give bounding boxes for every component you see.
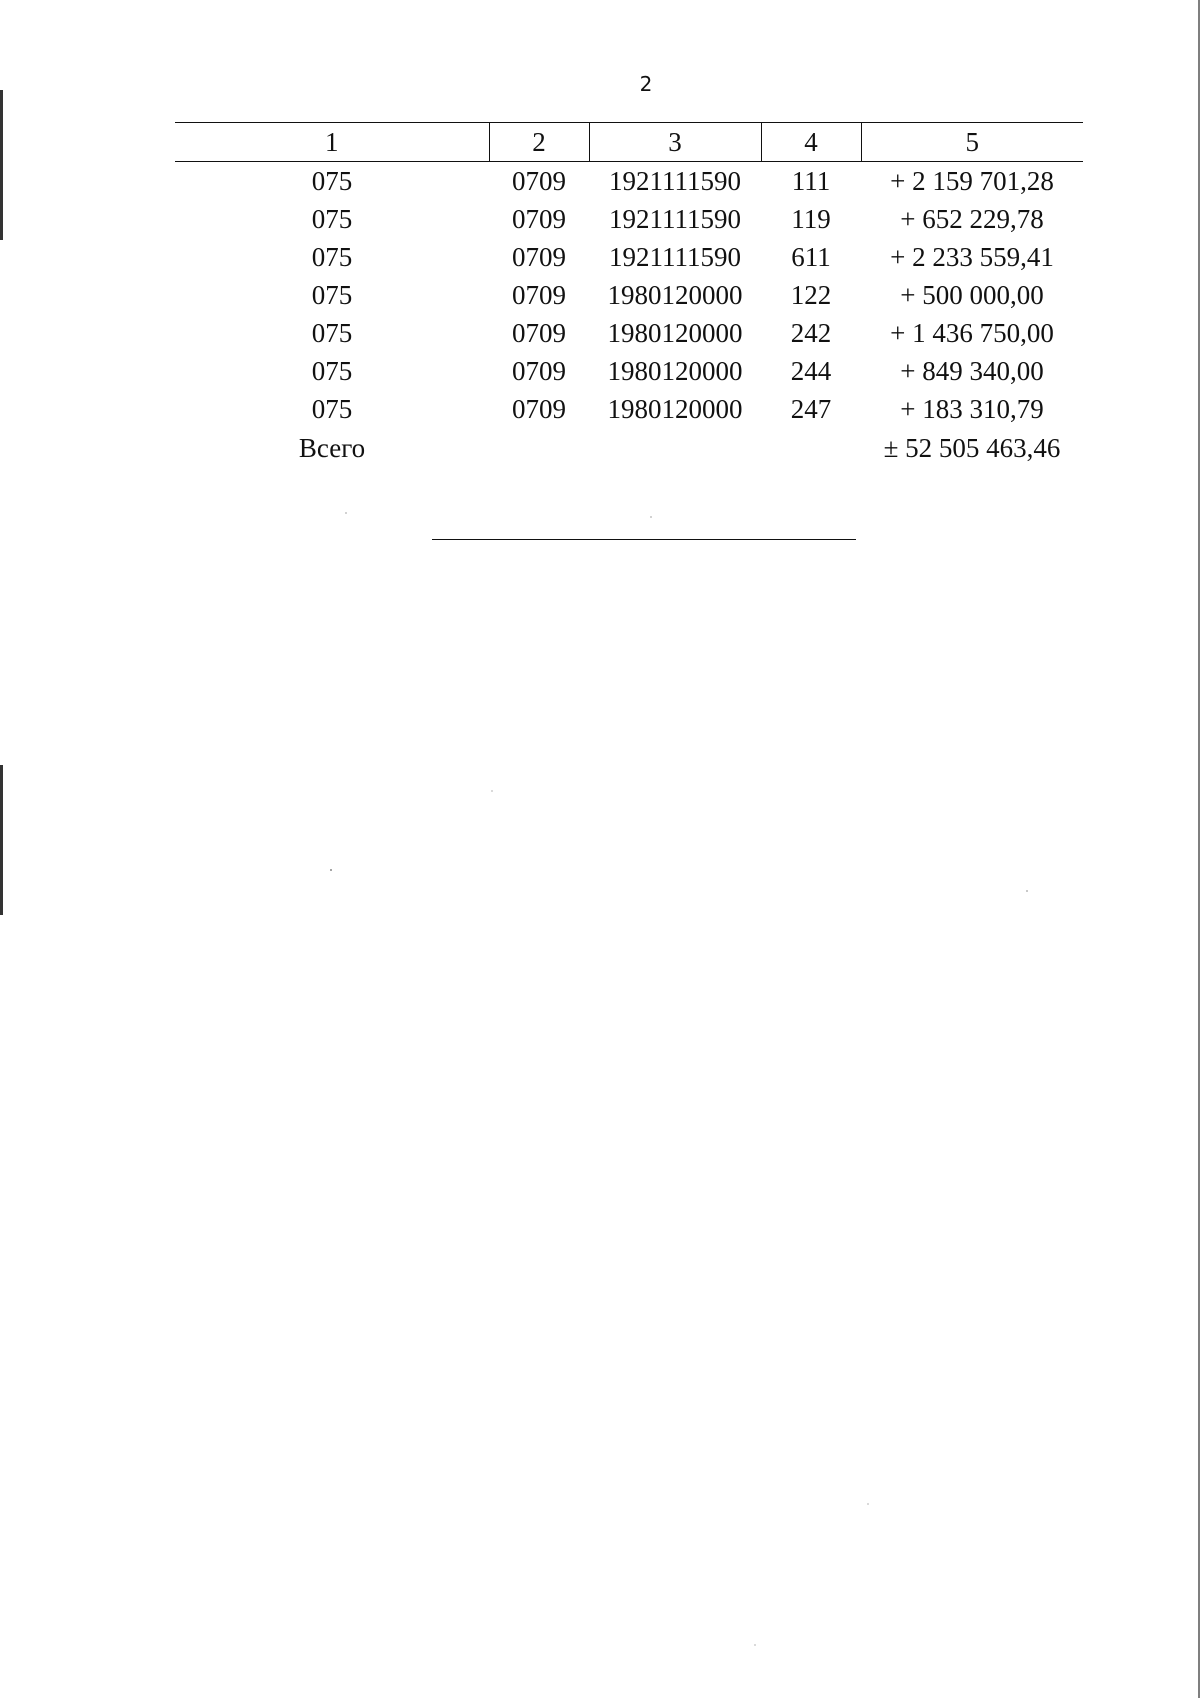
cell-section: 0709 (512, 165, 566, 196)
cell-amount: + 2 233 559,41 (890, 241, 1054, 272)
cell-section: 0709 (512, 241, 566, 272)
cell-section: 0709 (512, 279, 566, 310)
table-total-row (175, 428, 1083, 468)
cell-target: 1980120000 (607, 355, 743, 386)
table-row (175, 276, 1083, 314)
total-value: ± 52 505 463,46 (883, 432, 1061, 463)
cell-target: 1980120000 (607, 279, 743, 310)
cell-code: 075 (311, 165, 353, 196)
cell-code: 075 (311, 393, 353, 424)
cell-code: 075 (311, 317, 353, 348)
cell-amount: + 183 310,79 (900, 393, 1044, 424)
cell-code: 075 (311, 241, 353, 272)
table-row (175, 390, 1083, 428)
cell-code: 075 (311, 203, 353, 234)
cell-section: 0709 (512, 203, 566, 234)
cell-type: 119 (791, 203, 831, 234)
table-row (175, 200, 1083, 238)
header-col-5: 5 (861, 123, 1083, 162)
cell-target: 1921111590 (609, 241, 741, 272)
page-number: 2 (639, 72, 653, 96)
cell-code: 075 (311, 279, 353, 310)
cell-type: 111 (791, 165, 831, 196)
scan-speck (330, 869, 332, 871)
cell-amount: + 2 159 701,28 (890, 165, 1054, 196)
cell-target: 1980120000 (607, 317, 743, 348)
cell-section: 0709 (512, 393, 566, 424)
cell-target: 1921111590 (609, 203, 741, 234)
scan-speck (867, 1503, 869, 1505)
scan-edge-left (0, 90, 3, 1590)
cell-target: 1921111590 (609, 165, 741, 196)
header-col-1: 1 (175, 123, 489, 162)
scan-speck (345, 512, 347, 514)
cell-type: 611 (791, 241, 831, 272)
table-row (175, 238, 1083, 276)
total-label: Всего (298, 432, 366, 463)
closing-rule (432, 539, 856, 540)
budget-table (175, 122, 1083, 468)
scan-speck (650, 516, 652, 518)
cell-amount: + 652 229,78 (900, 203, 1044, 234)
scan-speck (1026, 890, 1028, 892)
scan-speck (754, 1644, 756, 1646)
header-col-2: 2 (489, 123, 589, 162)
cell-amount: + 1 436 750,00 (890, 317, 1054, 348)
cell-type: 122 (790, 279, 832, 310)
cell-amount: + 849 340,00 (900, 355, 1044, 386)
header-col-3: 3 (589, 123, 761, 162)
cell-section: 0709 (512, 317, 566, 348)
budget-table-wrapper (175, 122, 1083, 468)
cell-type: 242 (790, 317, 832, 348)
cell-section: 0709 (512, 355, 566, 386)
cell-code: 075 (311, 355, 353, 386)
table-row (175, 314, 1083, 352)
cell-type: 247 (790, 393, 832, 424)
cell-amount: + 500 000,00 (900, 279, 1044, 310)
table-header-row (175, 123, 1083, 162)
cell-target: 1980120000 (607, 393, 743, 424)
table-row (175, 352, 1083, 390)
scan-speck (491, 790, 493, 792)
header-col-4: 4 (761, 123, 861, 162)
cell-type: 244 (790, 355, 832, 386)
table-row (175, 162, 1083, 201)
